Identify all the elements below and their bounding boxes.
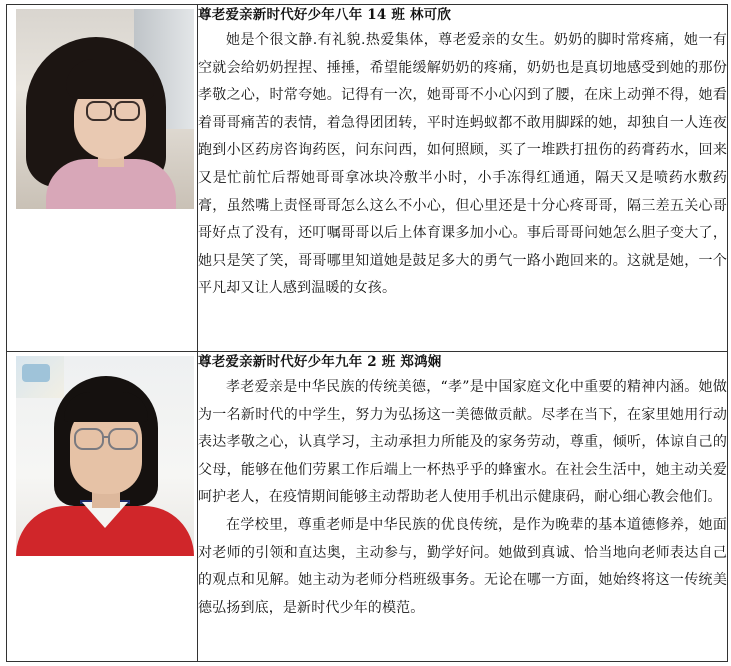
photo-cell-2: [7, 352, 198, 662]
profile-row-1: [7, 5, 728, 352]
profile-sheet: [6, 4, 728, 662]
profile-row-2: [7, 352, 728, 662]
student-photo-2: [16, 356, 194, 556]
photo-cell-1: [7, 5, 198, 352]
profile-paragraph-2-1: 孝老爱亲是中华民族的传统美德，“孝”是中国家庭文化中重要的精神内涵。她做为一名新时代的中学生，努力为弘扬这一美德做贡献。尽孝在当下，在家里她用行动表达孝敬之心，认真学习，主动承担力所能及的家务劳动，尊重，倾听，体谅自己的父母，能够在他们劳累工作后端上一杯热乎乎的蜂蜜水。在社会生活中，她主动关爱呵护老人，在疫情期间能够主动帮助老人使用手机出示健康码，耐心细心教会他们。: [198, 379, 727, 506]
student-photo-1: [16, 9, 194, 209]
profile-title-2: 尊老爱亲新时代好少年九年 2 班 郑鸿娴: [198, 354, 442, 370]
profile-text-cell-1: [198, 5, 728, 352]
profile-title-1: 尊老爱亲新时代好少年八年 14 班 林可欣: [198, 7, 452, 23]
profile-table: [6, 4, 728, 662]
profile-paragraph-1-1: 她是个很文静.有礼貌.热爱集体，尊老爱亲的女生。奶奶的脚时常疼痛，她一有空就会给奶奶捏捏、捶捶，希望能缓解奶奶的疼痛，奶奶也是真切地感受到她的那份孝敬之心，时常夸她。记得有一次，她哥哥不小心闪到了腰，在床上动弹不得，她看着哥哥痛苦的表情，着急得团团转，平时连蚂蚁都不敢用脚踩的她，却独自一人连夜跑到小区药房咨询药医，问东问西，如何照顾，买了一堆跌打扭伤的药膏药水，回来又是忙前忙后帮她哥哥拿冰块冷敷半小时，小手冻得红通通，隔天又是喷药水敷药膏，虽然嘴上责怪哥哥怎么这么不小心，但心里还是十分心疼哥哥，隔三差五关心哥哥好点了没有，还叮嘱哥哥以后上体育课多加小心。事后哥哥问她怎么胆子变大了，她只是笑了笑，哥哥哪里知道她是鼓足多大的勇气一路小跑回来的。这就是她，一个平凡却又让人感到温暖的女孩。: [198, 32, 727, 297]
profile-text-cell-2: [198, 352, 728, 662]
profile-paragraph-2-2: 在学校里，尊重老师是中华民族的优良传统，是作为晚辈的基本道德修养，她面对老师的引领和直达奥，主动参与，勤学好问。她做到真诚、恰当地向老师表达自己的观点和见解。她主动为老师分档班级事务。无论在哪一方面，她始终将这一传统美德弘扬到底，是新时代少年的模范。: [198, 516, 727, 616]
